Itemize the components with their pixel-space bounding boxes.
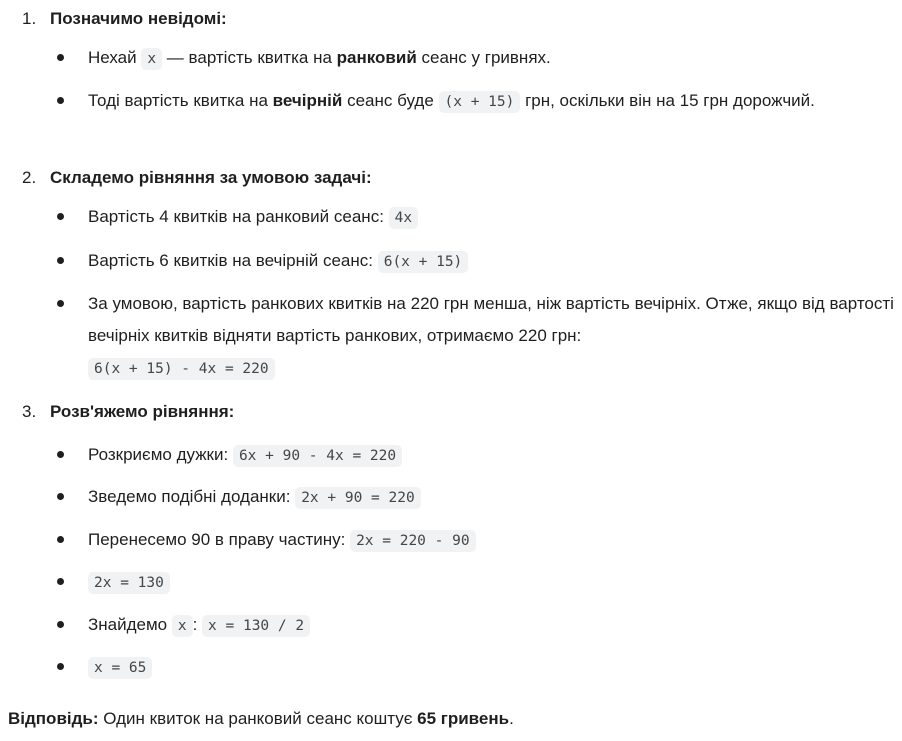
list-item: Перенесемо 90 в праву частину: 2x = 220 - 90 [57, 524, 897, 557]
list-item: Зведемо подібні доданки: 2x + 90 = 220 [57, 481, 897, 514]
step-number: 1. [22, 9, 37, 28]
step-title: Розв'яжемо рівняння: [50, 402, 235, 421]
bullet-dot [57, 493, 64, 500]
inline-code: 2x = 130 [88, 572, 170, 594]
step-number: 2. [22, 168, 37, 187]
bullet-dot [57, 578, 64, 585]
bullet-dot [57, 451, 64, 458]
bullet-dot [57, 621, 64, 628]
bullet-dot [57, 536, 64, 543]
inline-code: 2x = 220 - 90 [350, 530, 476, 552]
bullet-dot [57, 213, 64, 220]
step-3-heading [22, 401, 234, 423]
inline-code: 6(x + 15) [378, 251, 469, 273]
bullet-dot [57, 257, 64, 264]
inline-code: 4x [389, 207, 418, 229]
list-item: За умовою, вартість ранкових квитків на 220 грн менша, ніж вартість вечірніх. Отже, якщо від вартості вечірніх квитків відняти вартість ранкових, отримаємо 220 грн: 6(x + 15) - 4x = 220 [57, 288, 897, 385]
inline-code: x = 130 / 2 [202, 615, 310, 637]
step-title: Складемо рівняння за умовою задачі: [50, 168, 372, 187]
list-item: Нехай x — вартість квитка на ранковий сеанс у гривнях. [57, 42, 897, 75]
answer-value: 65 гривень [417, 709, 510, 728]
inline-code: x [172, 615, 193, 637]
bullet-dot [57, 97, 64, 104]
inline-code: x [141, 48, 162, 70]
step-title: Позначимо невідомі: [50, 9, 227, 28]
bullet-dot [57, 663, 64, 670]
list-item: Вартість 6 квитків на вечірній сеанс: 6(x + 15) [57, 245, 897, 278]
inline-code: 2x + 90 = 220 [295, 487, 421, 509]
inline-code: 6x + 90 - 4x = 220 [233, 445, 402, 467]
answer-label: Відповідь: [8, 709, 99, 728]
list-item [57, 566, 897, 599]
answer-text: Один квиток на ранковий сеанс коштує [98, 709, 418, 728]
bullet-dot [57, 54, 64, 61]
inline-code: x = 65 [88, 657, 152, 679]
step-number: 3. [22, 402, 37, 421]
list-item: Тоді вартість квитка на вечірній сеанс буде (x + 15) грн, оскільки він на 15 грн дорожчий. [57, 85, 847, 118]
step-1-heading [22, 8, 227, 30]
inline-code: 6(x + 15) - 4x = 220 [88, 358, 275, 380]
list-item: Знайдемо x : x = 130 / 2 [57, 609, 897, 642]
list-item: Розкриємо дужки: 6x + 90 - 4x = 220 [57, 439, 897, 472]
step-2-heading [22, 167, 372, 189]
answer-line: Відповідь: Один квиток на ранковий сеанс коштує 65 гривень. [8, 709, 514, 728]
bullet-dot [57, 300, 64, 307]
list-item: Вартість 4 квитків на ранковий сеанс: 4x [57, 201, 897, 234]
list-item [57, 651, 897, 684]
inline-code: (x + 15) [439, 91, 521, 113]
